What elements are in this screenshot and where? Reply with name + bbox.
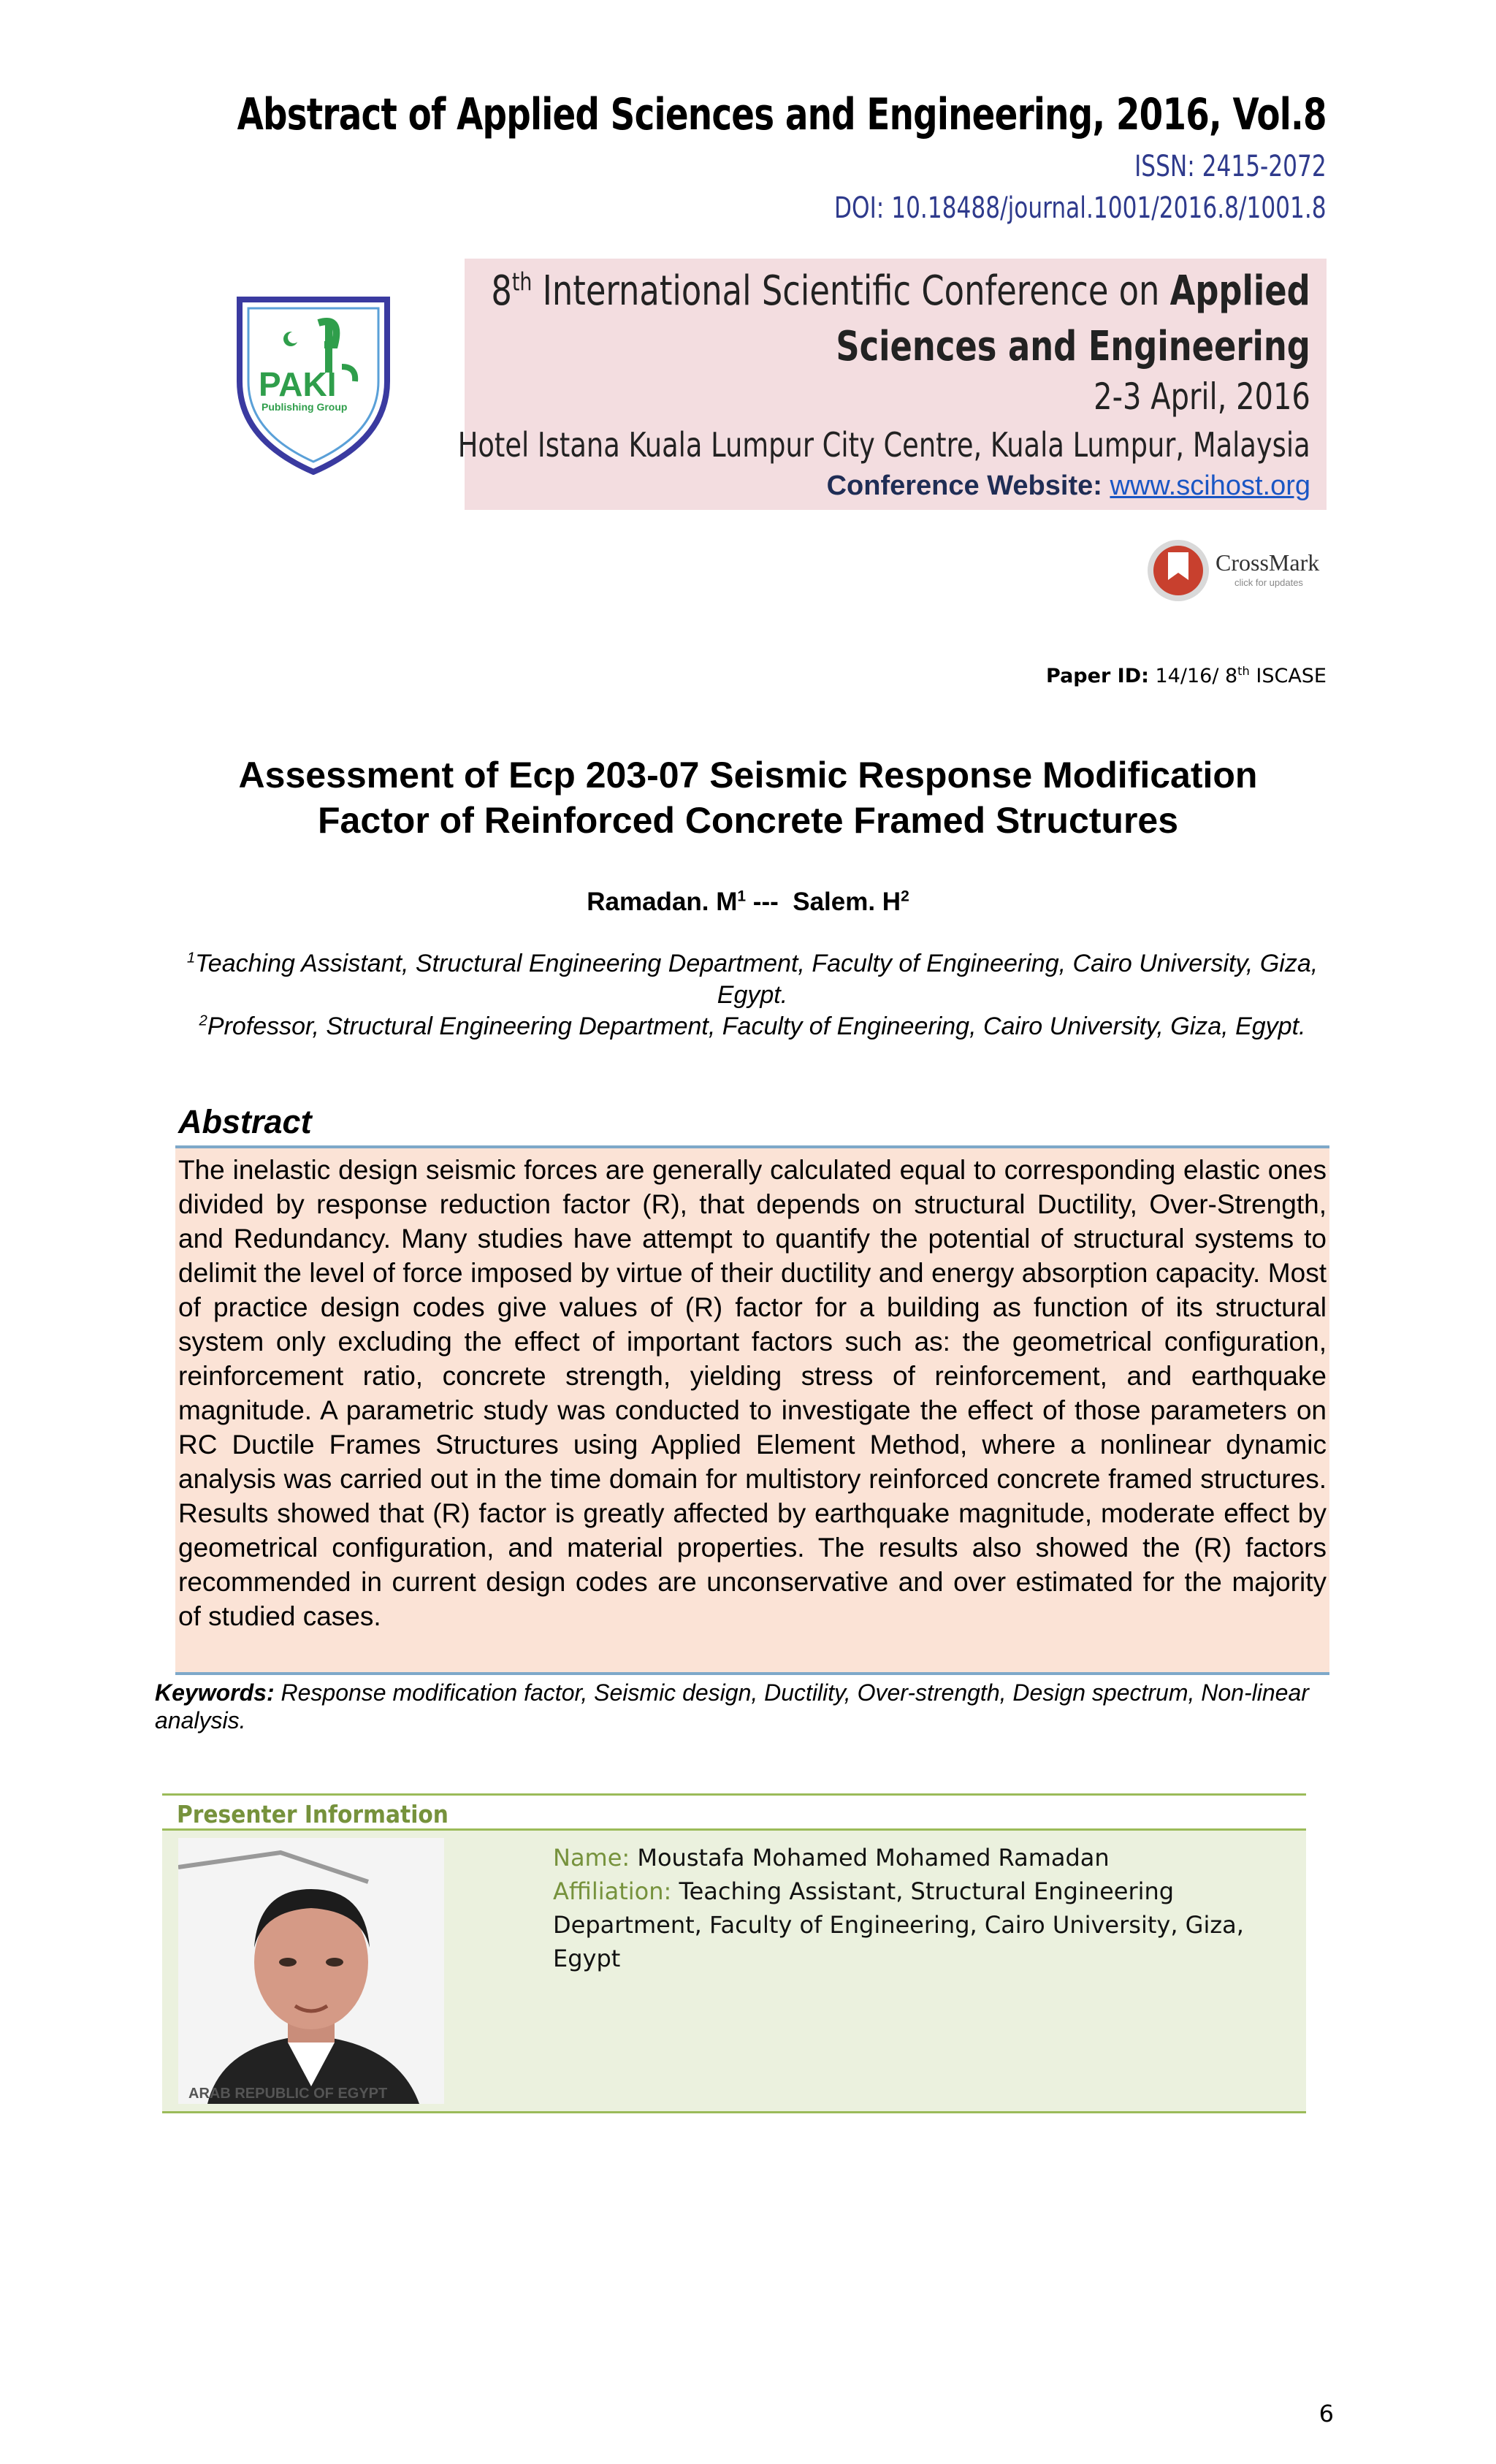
affiliations — [183, 948, 1322, 1042]
presenter-name-label: Name: — [553, 1844, 630, 1872]
conference-website — [827, 470, 1310, 502]
journal-title: Abstract of Applied Sciences and Engineering, 2016, Vol.8 — [237, 89, 1327, 140]
conference-name-text: International Scientific Conference on — [532, 267, 1171, 315]
publisher-logo — [232, 294, 394, 475]
presenter-information — [162, 1793, 1306, 2113]
presenter-affiliation-label: Affiliation: — [553, 1877, 672, 1905]
affiliation-2-text: Professor, Structural Engineering Department, Faculty of Engineering, Cairo University, Giza, Egypt. — [207, 1012, 1306, 1040]
crossmark-label: CrossMark — [1216, 549, 1320, 576]
affiliation-2 — [183, 1011, 1322, 1042]
affiliation-2-sup: 2 — [199, 1012, 207, 1029]
conference-edition: 8 — [491, 267, 513, 315]
conference-name-line1 — [492, 267, 1310, 315]
author-1: Ramadan. M — [587, 888, 738, 916]
presenter-photo-icon — [178, 1838, 444, 2104]
keywords-text: Response modification factor, Seismic design, Ductility, Over-strength, Design spectrum, Non-linear analysis. — [155, 1679, 1309, 1733]
paper-title — [146, 752, 1350, 843]
author-1-sup: 1 — [737, 888, 747, 905]
doi[interactable]: DOI: 10.18488/journal.1001/2016.8/1001.8 — [834, 191, 1327, 225]
presenter-body — [162, 1831, 1306, 2111]
authors — [0, 888, 1496, 917]
paper-title-line2: Factor of Reinforced Concrete Framed Structures — [317, 800, 1179, 841]
abstract-heading: Abstract — [178, 1103, 312, 1140]
presenter-affiliation — [553, 1874, 1291, 1975]
conference-banner — [458, 259, 1327, 510]
abstract-text: The inelastic design seismic forces are generally calculated equal to corresponding elastic ones divided by response reduction factor (R), that depends on structural Ductility, Over-Strength, and Redundancy. Many studies have attempt to quantify the potential of structural systems to delimit the level of force imposed by virtue of their ductility and energy absorption capacity. Most of practice design codes give values of (R) factor for a building as function of its structural system only excluding the effect of important factors such as: the geometrical configuration, reinforcement ratio, concrete strength, yielding stress of reinforcement, and earthquake magnitude. A parametric study was conducted to investigate the effect of those parameters on RC Ductile Frames Structures using Applied Element Method, where a nonlinear dynamic analysis was carried out in the time domain for multistory reinforced concrete framed structures. Results showed that (R) factor is greatly affected by earthquake magnitude, moderate effect by geometrical configuration, and material properties. The results also showed the (R) factors recommended in current design codes are unconservative and over estimated for the majority of studied cases. — [178, 1155, 1327, 1631]
presenter-affiliation-value: Teaching Assistant, Structural Engineering Department, Faculty of Engineering, Cairo University, Giza, Egypt — [553, 1877, 1244, 1972]
issn: ISSN: 2415-2072 — [1134, 150, 1327, 183]
paper-id — [1046, 665, 1327, 687]
paper-id-label: Paper ID: — [1046, 665, 1149, 687]
presenter-name-value: Moustafa Mohamed Mohamed Ramadan — [630, 1844, 1110, 1872]
affiliation-1-sup: 1 — [186, 950, 196, 966]
paper-id-suffix: ISCASE — [1249, 665, 1327, 687]
conference-venue: Hotel Istana Kuala Lumpur City Centre, Kuala Lumpur, Malaysia — [458, 425, 1310, 465]
crossmark-sublabel: click for updates — [1234, 577, 1303, 588]
affiliation-1-text: Teaching Assistant, Structural Engineering Department, Faculty of Engineering, Cairo University, Giza, Egypt. — [195, 950, 1318, 1009]
paper-id-value: 14/16/ 8 — [1148, 665, 1238, 687]
presenter-header — [162, 1796, 1306, 1831]
paper-id-sup: th — [1237, 664, 1250, 678]
conference-name-bold: Applied — [1170, 267, 1310, 315]
affiliation-1 — [183, 948, 1322, 1011]
conference-name-line2: Sciences and Engineering — [836, 323, 1310, 370]
presenter-name — [553, 1841, 1291, 1874]
keywords — [155, 1679, 1324, 1734]
conference-date: 2-3 April, 2016 — [1094, 375, 1310, 418]
author-2-sup: 2 — [901, 888, 909, 905]
keywords-label: Keywords: — [155, 1679, 275, 1706]
paper-title-line1: Assessment of Ecp 203-07 Seismic Response Modification — [238, 755, 1258, 796]
logo-text: PAKI — [259, 365, 337, 403]
abstract-box — [175, 1145, 1329, 1675]
conference-edition-sup: th — [512, 267, 533, 297]
page-number: 6 — [1318, 2400, 1334, 2427]
presenter-header-text: Presenter Information — [177, 1800, 449, 1828]
presenter-details — [553, 1841, 1291, 1975]
crossmark-icon — [1148, 540, 1209, 601]
logo-subtext: Publishing Group — [262, 401, 348, 413]
author-separator: --- — [746, 888, 793, 916]
photo-caption: ARAB REPUBLIC OF EGYPT — [188, 2086, 388, 2102]
conference-website-label: Conference Website: — [826, 470, 1102, 501]
conference-website-link[interactable]: www.scihost.org — [1110, 470, 1310, 501]
author-2: Salem. H — [793, 888, 901, 916]
